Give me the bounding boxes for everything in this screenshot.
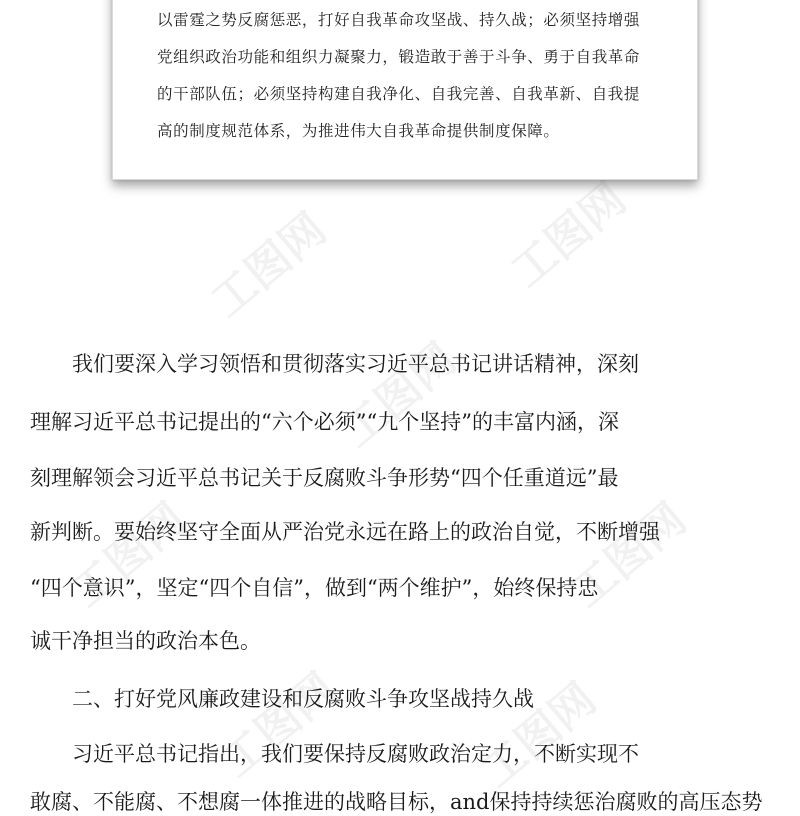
body-text-line: “四个意识”，坚定“四个自信”，做到“两个维护”，始终保持忠	[30, 576, 599, 600]
body-text-line: 我们要深入学习领悟和贯彻落实习近平总书记讲话精神，深刻	[30, 352, 639, 376]
body-text-line: 敢腐、不能腐、不想腐一体推进的战略目标，and保持持续惩治腐败的高压态势	[30, 790, 763, 814]
card-text-line: 以雷霆之势反腐惩恶，打好自我革命攻坚战、持久战；必须坚持增强	[157, 11, 641, 29]
card-text-line: 高的制度规范体系，为推进伟大自我革命提供制度保障。	[157, 122, 560, 140]
body-text-line: 习近平总书记指出，我们要保持反腐败政治定力，不断实现不	[30, 742, 639, 766]
watermark: 工图网	[471, 673, 606, 798]
section-heading: 二、打好党风廉政建设和反腐败斗争攻坚战持久战	[30, 687, 534, 711]
body-text-line: 刻理解领会习近平总书记关于反腐败斗争形势“四个任重道远”最	[30, 466, 619, 490]
body-text-line: 理解习近平总书记提出的“六个必须”“九个坚持”的丰富内涵，深	[30, 410, 619, 434]
watermark: 工图网	[61, 493, 196, 618]
body-text-line: 诚干净担当的政治本色。	[30, 629, 261, 653]
watermark: 工图网	[561, 493, 696, 618]
card-text-line: 的干部队伍；必须坚持构建自我净化、自我完善、自我革新、自我提	[157, 85, 641, 103]
watermark: 工图网	[211, 663, 346, 788]
body-text-line: 新判断。要始终坚守全面从严治党永远在路上的政治自觉，不断增强	[30, 520, 660, 544]
card-text-line: 党组织政治功能和组织力凝聚力，锻造敢于善于斗争、勇于自我革命	[157, 48, 641, 66]
quote-card	[112, 0, 698, 180]
watermark: 工图网	[501, 173, 636, 298]
watermark: 工图网	[331, 333, 466, 458]
watermark: 工图网	[201, 203, 336, 328]
